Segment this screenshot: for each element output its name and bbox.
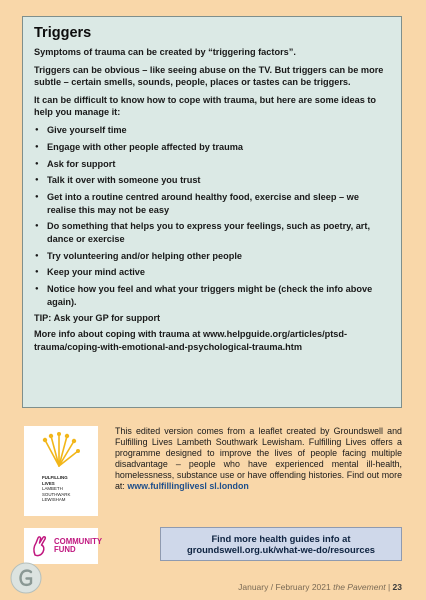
fulfilling-lives-link[interactable]: www.fulfillinglivesl sl.london: [127, 481, 249, 492]
list-item: ● Notice how you feel and what your triggers might be (check the info above again).: [34, 283, 390, 308]
logo-text: COMMUNITY: [54, 537, 103, 546]
tip-line: TIP: Ask your GP for support: [34, 313, 161, 324]
magazine-name: the Pavement: [333, 582, 386, 592]
fulfilling-lives-wordmark: [42, 475, 70, 503]
source-info: [115, 426, 402, 493]
fulfilling-lives-logo: [24, 426, 98, 516]
coping-intro: It can be difficult to know how to cope with trauma, but here are some ideas to help you manage it:: [34, 94, 377, 118]
tips-list: [34, 124, 390, 308]
more-info-text: More info about coping with trauma at www.helpguide.org/articles/ptsd-trauma/coping-with-emotional-and-psychological-trauma.htm: [34, 328, 348, 352]
list-item: ● Engage with other people affected by trauma: [34, 141, 390, 153]
sunburst-icon: [41, 432, 81, 468]
list-item: ● Get into a routine centred around healthy food, exercise and sleep – we realise this may not be easy: [34, 191, 390, 216]
crossed-fingers-icon: [29, 535, 51, 557]
resources-heading: Find more health guides info at: [211, 533, 351, 544]
logo-text: LAMBETH: [42, 486, 63, 492]
logo-text: FUND: [54, 545, 76, 555]
community-fund-logo: [24, 528, 103, 564]
triggers-description: Triggers can be obvious – like seeing abuse on the TV. But triggers can be more subtle – certain smells, sounds, people, places or tastes can be triggers.: [34, 64, 384, 88]
resources-box: [160, 527, 402, 561]
list-item: ● Give yourself time: [34, 124, 390, 136]
logo-text: LEWISHAM: [42, 497, 66, 503]
list-item: ● Keep your mind active: [34, 266, 390, 278]
resources-link[interactable]: groundswell.org.uk/what-we-do/resources: [186, 544, 376, 555]
list-item: ● Talk it over with someone you trust: [34, 174, 390, 186]
community-fund-wordmark: [54, 538, 102, 554]
issue-date: January / February 2021: [238, 582, 331, 592]
page-footer: [238, 582, 402, 592]
list-item: ● Ask for support: [34, 158, 390, 170]
logo-text: SOUTHWARK: [42, 491, 71, 497]
section-title: Triggers: [34, 25, 92, 41]
footer-separator: |: [387, 582, 391, 592]
list-item: ● Try volunteering and/or helping other people: [34, 250, 390, 262]
list-item: ● Do something that helps you to express your feelings, such as poetry, art, dance or exercise: [34, 220, 390, 245]
page-number: 23: [392, 582, 402, 592]
intro-paragraph: Symptoms of trauma can be created by “triggering factors”.: [34, 47, 296, 57]
logo-text: LIVES: [42, 480, 55, 486]
groundswell-g-icon: [10, 562, 42, 594]
source-info-text: This edited version comes from a leaflet created by Groundswell and Fulfilling Lives Lambeth Southwark Lewisham. Fulfilling Lives offers a programme designed to improve the lives of people facing multiple disadvantage – people who have experienced mental ill-health, homelessness, substance use or have offending histories. Find out more at:: [115, 426, 402, 492]
logo-text: FULFILLING: [42, 475, 68, 480]
triggers-panel: [22, 16, 402, 408]
